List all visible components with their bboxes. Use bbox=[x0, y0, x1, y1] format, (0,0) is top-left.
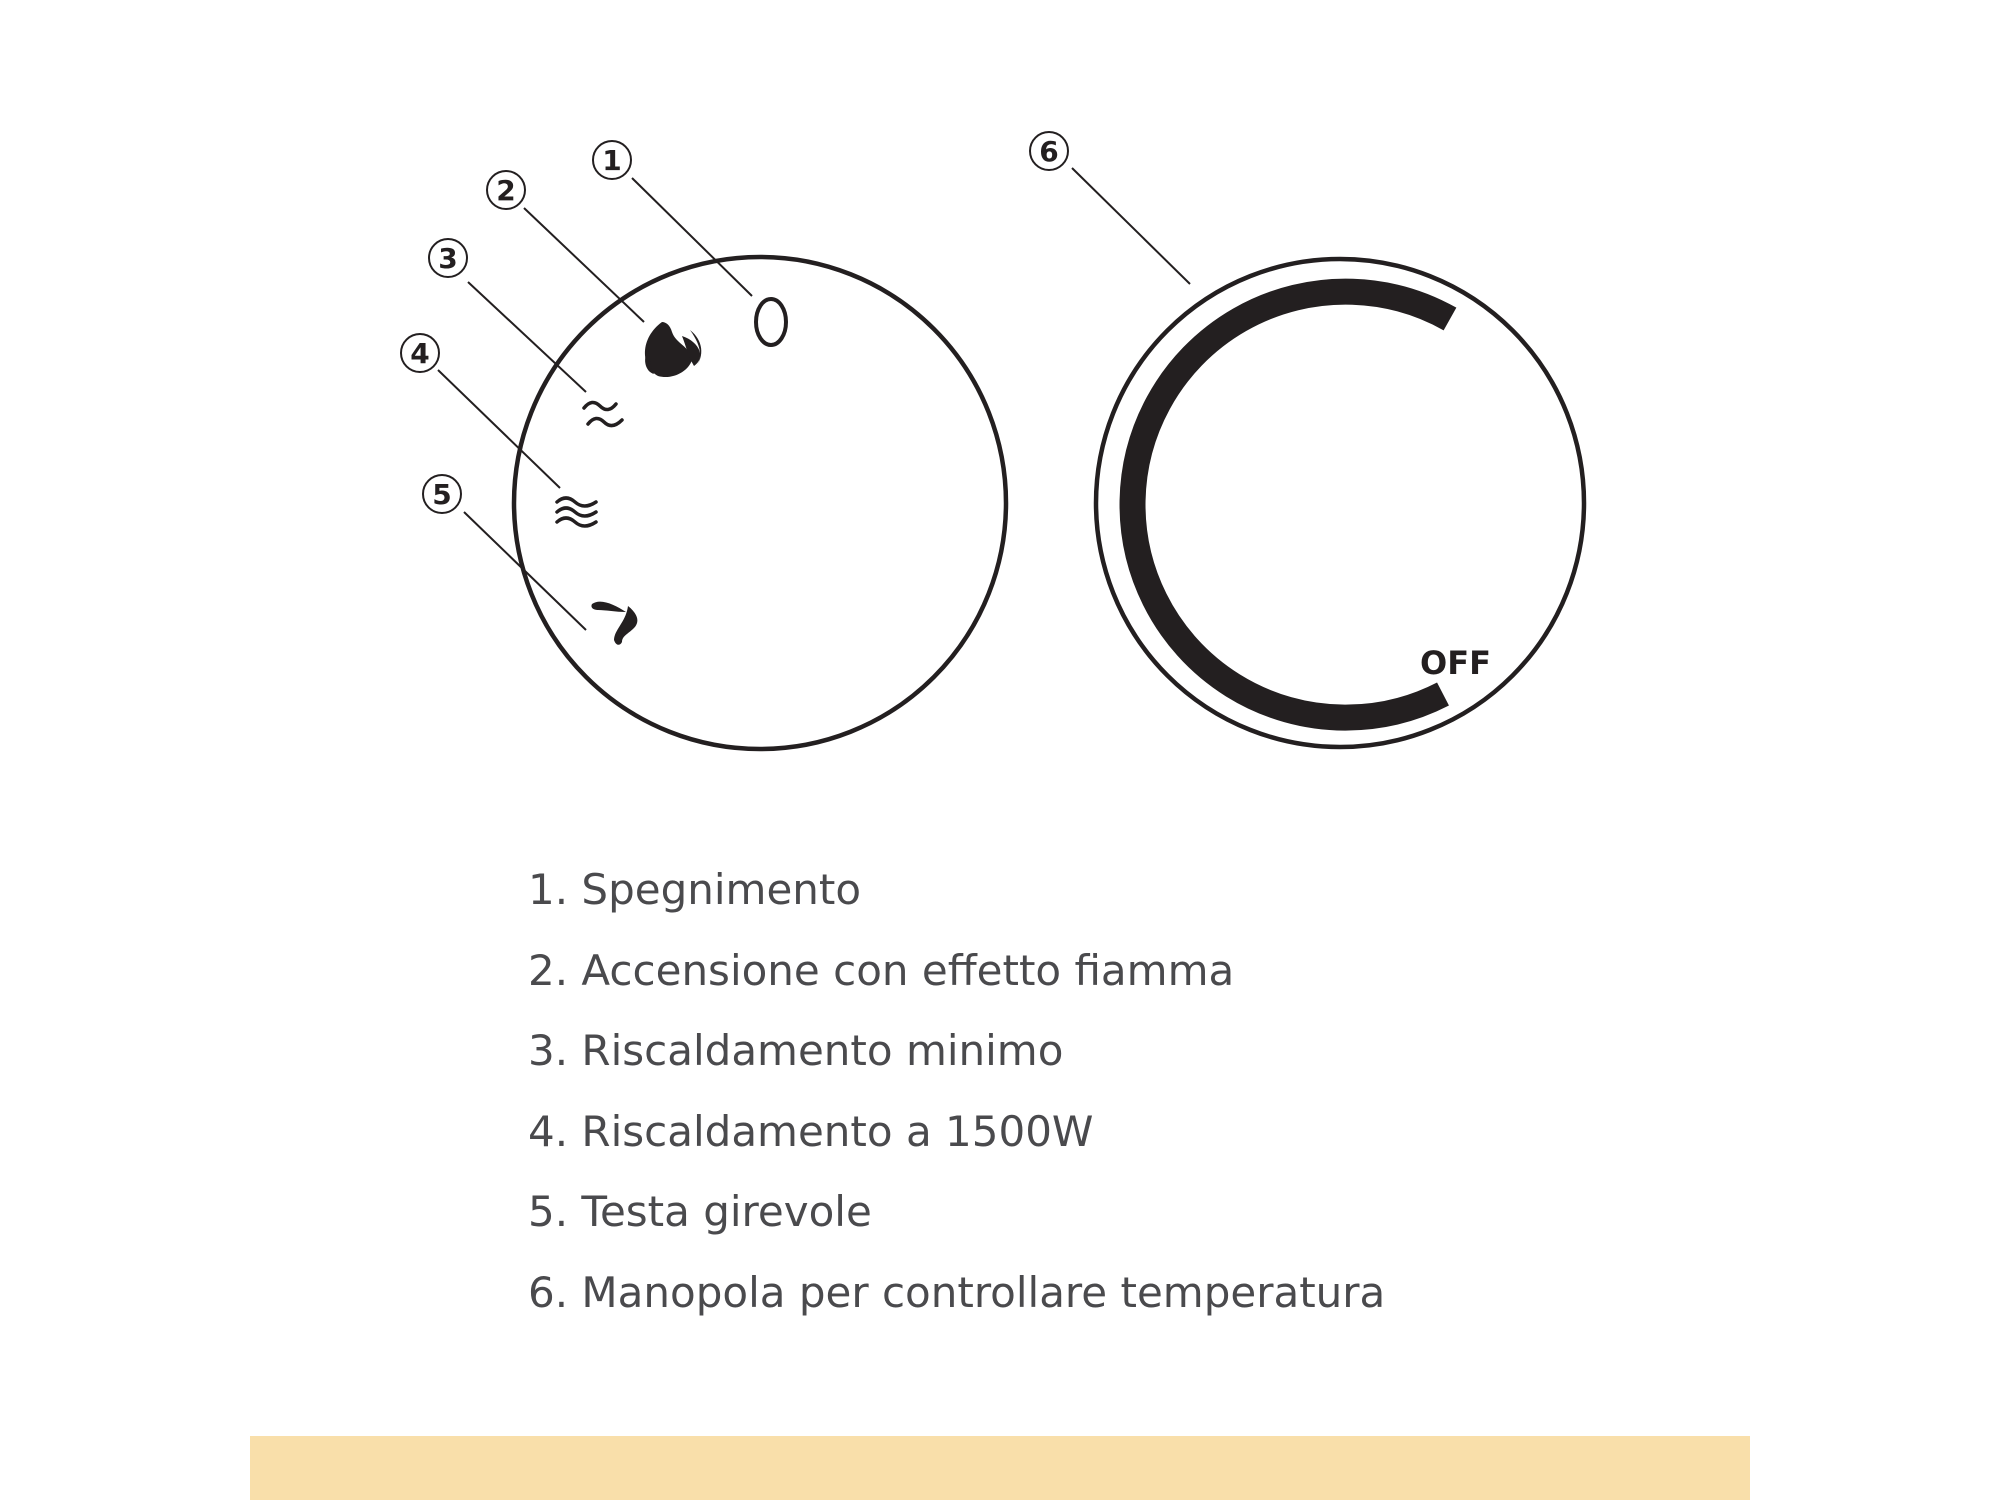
callout-3-number: 3 bbox=[438, 242, 458, 275]
leader-line-3 bbox=[468, 282, 586, 392]
callout-6 bbox=[1030, 132, 1068, 170]
leader-line-2 bbox=[524, 208, 644, 322]
temperature-knob bbox=[1096, 259, 1584, 747]
legend-item: 5. Testa girevole bbox=[528, 1187, 872, 1236]
callout-1-number: 1 bbox=[602, 144, 622, 177]
callout-2-number: 2 bbox=[496, 174, 516, 207]
legend-item: 2. Accensione con effetto fiamma bbox=[528, 945, 1235, 995]
callout-4 bbox=[401, 334, 439, 372]
leader-line-6 bbox=[1072, 168, 1190, 284]
callout-2 bbox=[487, 171, 525, 209]
callout-1 bbox=[593, 141, 631, 179]
legend-item: 1. Spegnimento bbox=[528, 865, 862, 914]
footer-band bbox=[250, 1436, 1750, 1500]
callout-5-number: 5 bbox=[432, 478, 452, 511]
callout-5 bbox=[423, 475, 461, 513]
legend-item: 6. Manopola per controllare temperatura bbox=[528, 1267, 1386, 1317]
callout-6-number: 6 bbox=[1039, 135, 1059, 168]
callout-3 bbox=[429, 239, 467, 277]
legend-list bbox=[528, 850, 1385, 1333]
off-label: OFF bbox=[1420, 644, 1491, 682]
callout-4-number: 4 bbox=[410, 337, 430, 370]
mode-selector-knob bbox=[514, 257, 1006, 749]
legend-item: 3. Riscaldamento minimo bbox=[528, 1026, 1064, 1075]
legend-item: 4. Riscaldamento a 1500W bbox=[528, 1106, 1094, 1156]
